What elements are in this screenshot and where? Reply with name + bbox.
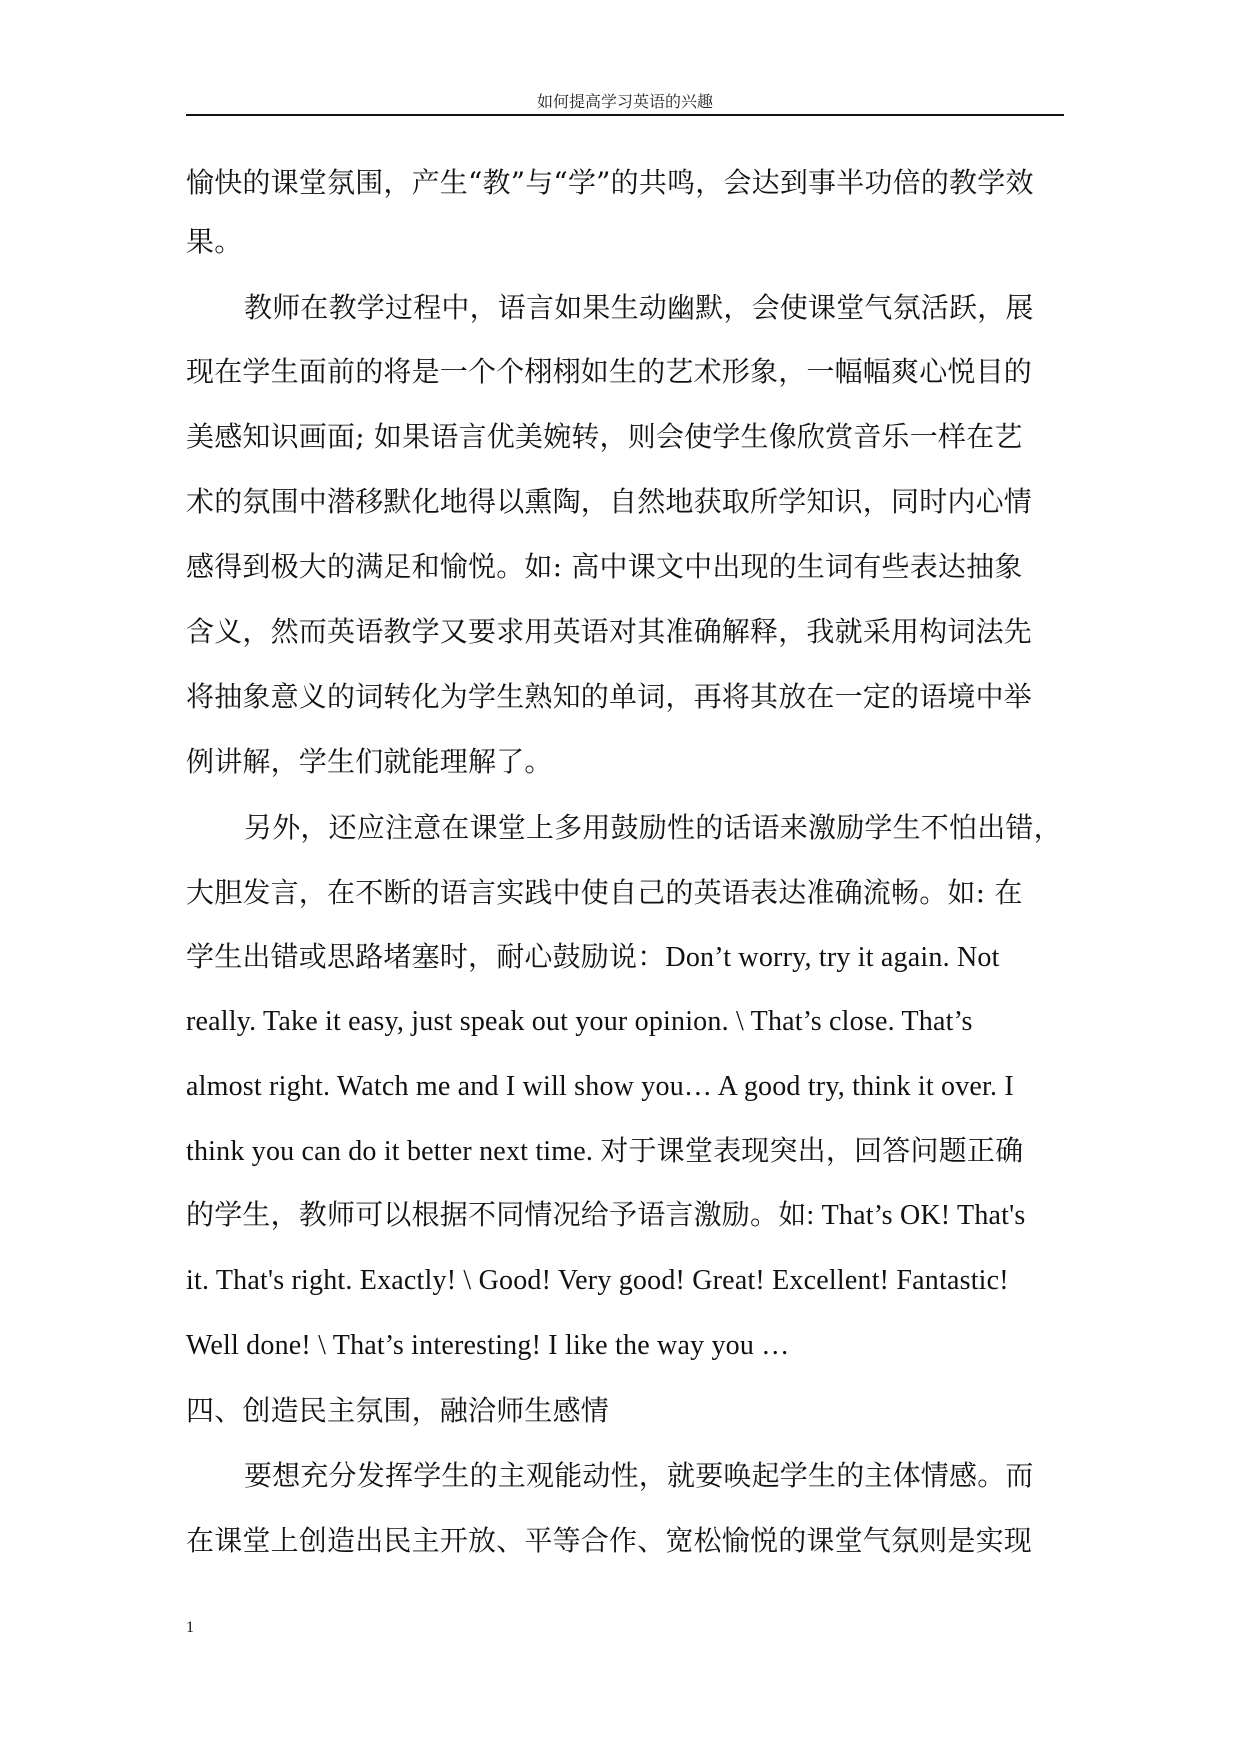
header-divider [186, 114, 1064, 116]
body-line: 现在学生面前的将是一个个栩栩如生的艺术形象，一幅幅爽心悦目的 [186, 355, 1033, 388]
body-line: think you can do it better next time. 对于课堂表现突出，回答问题正确 [186, 1136, 1024, 1167]
body-line: 美感知识画面; 如果语言优美婉转，则会使学生像欣赏音乐一样在艺 [186, 420, 1023, 453]
paragraph-start-line: 要想充分发挥学生的主观能动性，就要唤起学生的主体情感。而 [244, 1459, 1034, 1492]
body-line: Well done! \ That’s interesting! I like the way you … [186, 1330, 790, 1361]
paragraph-start-line: 另外，还应注意在课堂上多用鼓励性的话语来激励学生不怕出错， [244, 811, 1062, 844]
paragraph-start-line: 教师在教学过程中，语言如果生动幽默，会使课堂气氛活跃，展 [244, 291, 1034, 324]
body-line: 将抽象意义的词转化为学生熟知的单词，再将其放在一定的语境中举 [186, 680, 1033, 713]
body-line: 的学生，教师可以根据不同情况给予语言激励。如: That’s OK! That's [186, 1200, 1026, 1231]
body-line: 大胆发言，在不断的语言实践中使自己的英语表达准确流畅。如: 在 [186, 876, 1023, 909]
body-line: really. Take it easy, just speak out your opinion. \ That’s close. That’s [186, 1006, 973, 1037]
body-line: 含义，然而英语教学又要求用英语对其准确解释，我就采用构词法先 [186, 615, 1033, 648]
body-line: 术的氛围中潜移默化地得以熏陶，自然地获取所学知识，同时内心情 [186, 485, 1033, 518]
body-line: 例讲解，学生们就能理解了。 [186, 745, 553, 778]
page-number: 1 [186, 1619, 194, 1636]
body-line: almost right. Watch me and I will show you… A good try, think it over. I [186, 1071, 1014, 1102]
body-line: it. That's right. Exactly! \ Good! Very good! Great! Excellent! Fantastic! [186, 1265, 1009, 1296]
body-line: 在课堂上创造出民主开放、平等合作、宽松愉悦的课堂气氛则是实现 [186, 1524, 1033, 1557]
section-heading: 四、创造民主氛围，融洽师生感情 [186, 1394, 610, 1427]
body-line: 学生出错或思路堵塞时，耐心鼓励说：Don’t worry, try it again. Not [186, 942, 1000, 973]
page-header: 如何提高学习英语的兴趣 [536, 92, 713, 111]
body-line: 愉快的课堂氛围，产生“教”与“学”的共鸣，会达到事半功倍的教学效 [186, 166, 1034, 199]
body-line: 果。 [186, 225, 243, 258]
body-line: 感得到极大的满足和愉悦。如: 高中课文中出现的生词有些表达抽象 [186, 550, 1023, 583]
